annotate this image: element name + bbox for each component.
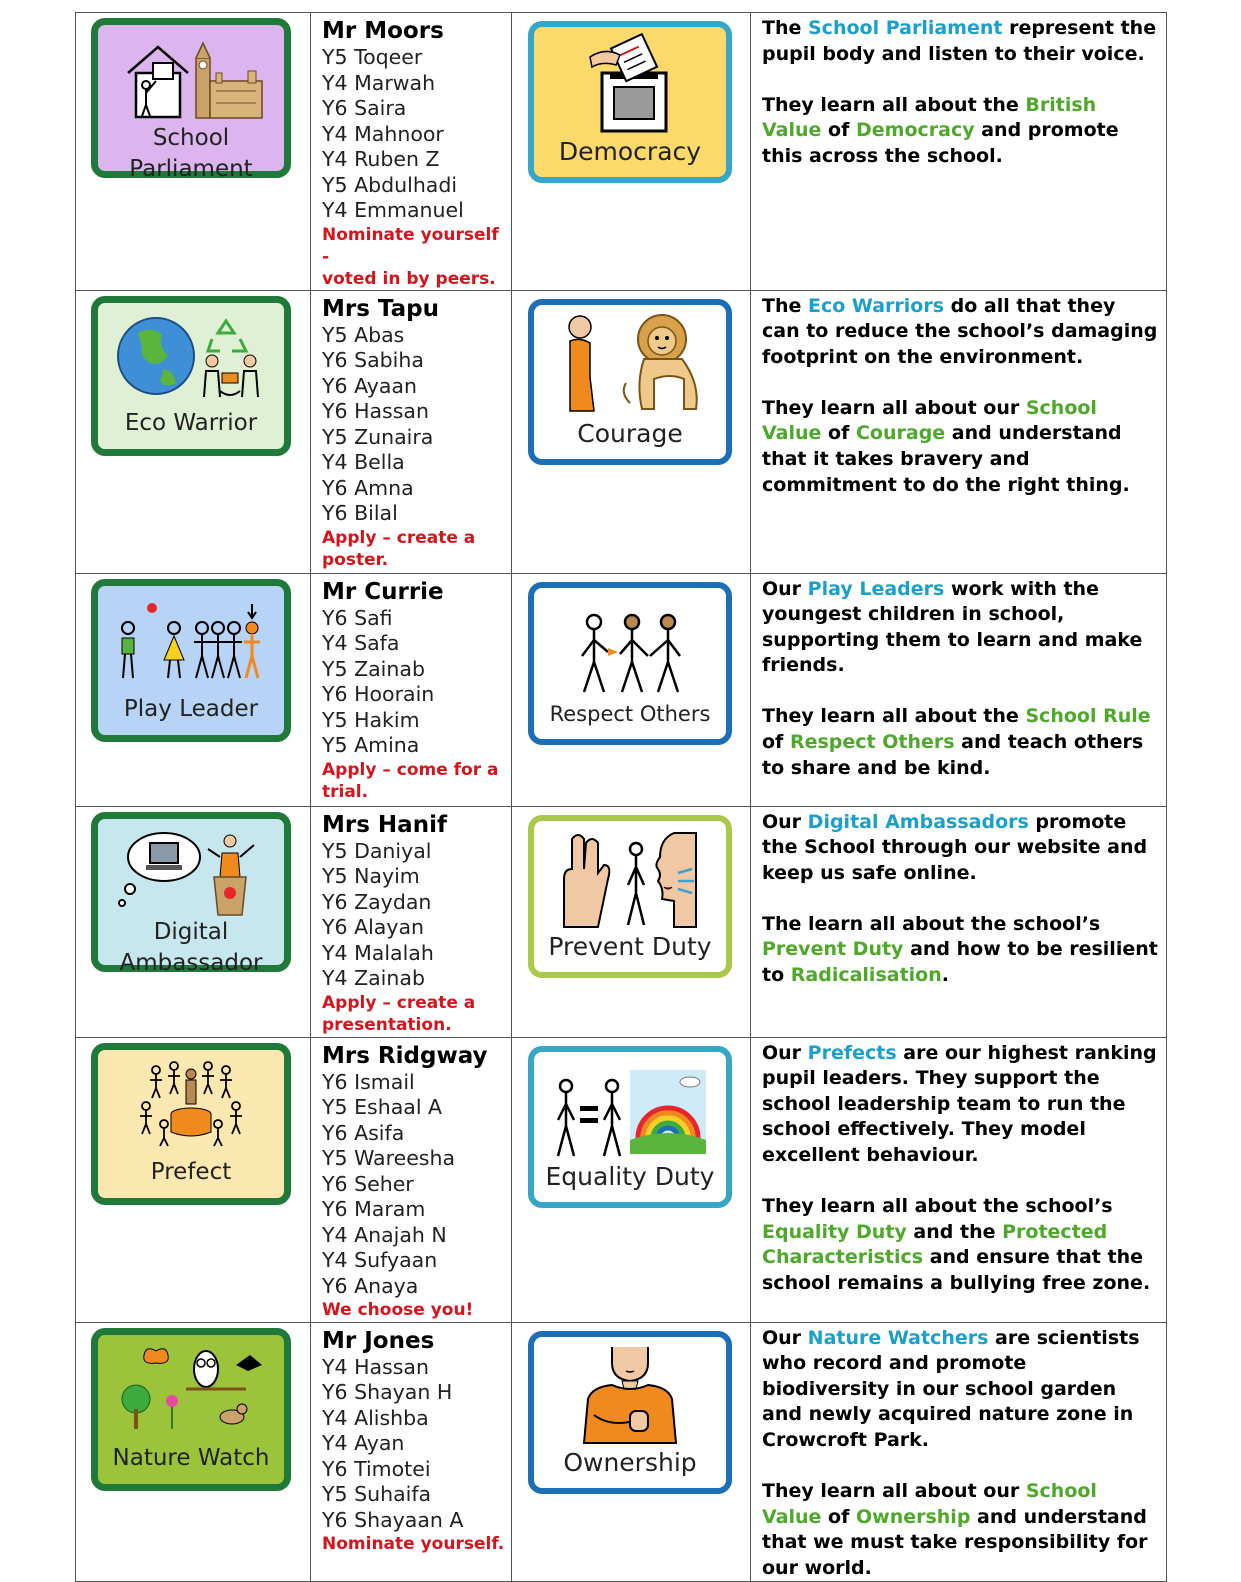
pupil-name: Y6 Timotei <box>322 1456 431 1481</box>
equals-rainbow-icon <box>550 1060 710 1160</box>
pupil-name: Y6 Bilal <box>322 501 398 525</box>
pupil-name: Y4 Ruben Z <box>322 147 440 171</box>
role-card-label: Parliament <box>129 156 253 182</box>
pupil-name: Y4 Hassan <box>322 1354 429 1379</box>
value-card-label: Ownership <box>563 1447 697 1477</box>
role-card-cell <box>76 573 311 806</box>
role-card-cell <box>76 1037 311 1322</box>
role-card <box>91 1043 291 1205</box>
selection-method: presentation. <box>322 1014 452 1035</box>
role-card <box>91 18 291 182</box>
pupil-name: Y5 Abdulhadi <box>322 172 458 197</box>
role-card-label: Nature Watch <box>112 1444 270 1471</box>
pupil-name: Y4 Safa <box>322 631 400 655</box>
table-row <box>76 13 1167 291</box>
selection-method: We choose you! <box>322 1300 474 1320</box>
description-cell <box>751 13 1167 291</box>
value-card-cell <box>512 806 751 1037</box>
teacher-name: Mr Moors <box>322 18 444 44</box>
value-card <box>528 815 732 978</box>
pupil-name: Y4 Emmanuel <box>322 198 464 222</box>
table-row <box>76 806 1167 1037</box>
value-card <box>528 1331 732 1494</box>
pupil-name: Y6 Alayan <box>322 915 425 939</box>
pupil-name: Y4 Anajah N <box>322 1222 447 1247</box>
pupil-name: Y4 Sufyaan <box>322 1248 438 1272</box>
pupil-name: Y4 Malalah <box>322 940 434 965</box>
selection-method: Nominate yourself. <box>322 1534 505 1554</box>
hand-on-chest-icon <box>550 1345 710 1445</box>
pupil-name: Y5 Zainab <box>322 656 425 681</box>
role-description: Our Nature Watchers are scientists who record and promote biodiversity in our school garden and newly acquired nature zone in Crowcroft Park. They learn all about our School Value of Ownership and understand that we must take responsibility for our world. <box>762 1326 1148 1579</box>
description-cell <box>751 290 1167 573</box>
children-line-icon <box>116 594 266 684</box>
pupil-name: Y5 Eshaal A <box>322 1095 443 1119</box>
pupil-name: Y6 Ayaan <box>322 373 417 398</box>
description-cell <box>751 1322 1167 1582</box>
pupil-name: Y6 Hoorain <box>322 682 435 706</box>
pupil-list-cell <box>311 1037 512 1322</box>
pupil-name: Y6 Asifa <box>322 1120 405 1145</box>
role-description: Our Digital Ambassadors promote the School through our website and keep us safe online. The learn all about the school’s Prevent Duty and how to be resilient to Radicalisation. <box>762 810 1158 987</box>
role-card-label: Ambassador <box>119 949 263 976</box>
pupil-name: Y6 Shayan H <box>322 1380 453 1404</box>
value-card-label: Prevent Duty <box>548 931 712 961</box>
table-row <box>76 290 1167 573</box>
value-card-cell <box>512 290 751 573</box>
role-card-label: Eco Warrior <box>124 409 258 436</box>
value-card-label: Courage <box>577 418 683 448</box>
pupil-name: Y5 Nayim <box>322 864 420 888</box>
role-card-cell <box>76 290 311 573</box>
role-card <box>91 1328 291 1491</box>
pupil-list-cell <box>311 1322 512 1582</box>
pupil-roles-table <box>75 12 1167 1582</box>
role-card-cell <box>76 806 311 1037</box>
selection-method: trial. <box>322 781 369 802</box>
selection-method: poster. <box>322 549 389 570</box>
table-row <box>76 573 1167 806</box>
pupil-name: Y6 Safi <box>322 605 393 630</box>
role-card-cell <box>76 13 311 291</box>
description-cell <box>751 806 1167 1037</box>
pupil-name: Y6 Sabiha <box>322 348 424 372</box>
owl-butterfly-icon <box>116 1343 266 1433</box>
pupil-list-cell <box>311 290 512 573</box>
teacher-name: Mrs Tapu <box>322 295 440 322</box>
pupil-name: Y4 Marwah <box>322 70 436 95</box>
description-cell <box>751 1037 1167 1322</box>
teacher-name: Mr Jones <box>322 1327 435 1354</box>
description-cell <box>751 573 1167 806</box>
pupil-list-cell <box>311 806 512 1037</box>
podium-people-icon <box>116 1058 266 1148</box>
pupil-name: Y5 Daniyal <box>322 838 432 863</box>
pupil-name: Y6 Hassan <box>322 399 429 423</box>
value-card-label: Respect Others <box>549 701 711 726</box>
people-holding-hands-icon <box>550 596 710 696</box>
pupil-name: Y5 Suhaifa <box>322 1482 432 1506</box>
role-description: The Eco Warriors do all that they can to reduce the school’s damaging footprint on the environment. They learn all about our School Value of Courage and understand that it takes bravery and commitment to do the right thing. <box>762 294 1158 496</box>
pupil-name: Y5 Zunaira <box>322 424 434 449</box>
role-card-label: Digital <box>153 918 229 945</box>
ballot-box-icon <box>550 35 710 135</box>
role-card-label: School <box>152 125 230 151</box>
selection-method: Nominate yourself - <box>322 224 499 267</box>
value-card <box>528 299 732 465</box>
value-card <box>528 21 732 183</box>
teacher-name: Mr Currie <box>322 578 444 605</box>
pupil-name: Y4 Zainab <box>322 966 425 990</box>
selection-method: Apply – create a <box>322 527 476 548</box>
pupil-name: Y6 Zaydan <box>322 889 432 914</box>
role-card <box>91 579 291 742</box>
pupil-name: Y5 Amina <box>322 733 420 757</box>
role-description: Our Play Leaders work with the youngest children in school, supporting them to learn and make friends. They learn all about the School Rule of Respect Others and teach others to share and be kind. <box>762 577 1151 779</box>
value-card-cell <box>512 13 751 291</box>
pupil-name: Y5 Toqeer <box>322 45 423 69</box>
pupil-name: Y6 Saira <box>322 96 407 120</box>
role-description: The School Parliament represent the pupil body and listen to their voice. They learn all about the British Value of Democracy and promote this across the school. <box>762 17 1157 167</box>
pupil-name: Y6 Shayaan A <box>322 1507 464 1532</box>
pupil-name: Y5 Hakim <box>322 707 420 732</box>
value-card-label: Democracy <box>558 137 702 166</box>
selection-method: voted in by peers. <box>322 268 496 289</box>
pupil-name: Y6 Amna <box>322 475 414 500</box>
lion-icon <box>550 313 710 413</box>
pupil-list-cell <box>311 573 512 806</box>
value-card <box>528 1046 732 1208</box>
computer-speaker-icon <box>116 827 266 917</box>
pupil-name: Y4 Ayan <box>322 1431 405 1455</box>
value-card-cell <box>512 1322 751 1582</box>
value-card-cell <box>512 1037 751 1322</box>
table-row <box>76 1322 1167 1582</box>
value-card <box>528 582 732 745</box>
role-description: Our Prefects are our highest ranking pupil leaders. They support the school leadership team to run the school effectively. They model excellent behaviour. They learn all about the school’s Equality Duty and the Protected Characteristics and ensure that the school remains a bullying free zone. <box>762 1041 1157 1294</box>
pupil-name: Y6 Seher <box>322 1171 414 1196</box>
pupil-name: Y6 Maram <box>322 1197 426 1221</box>
pupil-name: Y4 Alishba <box>322 1405 429 1430</box>
role-card-label: Prefect <box>150 1158 232 1185</box>
role-card <box>91 812 291 976</box>
teacher-name: Mrs Ridgway <box>322 1042 488 1069</box>
table-row <box>76 1037 1167 1322</box>
pupil-name: Y5 Wareesha <box>322 1146 456 1170</box>
house-parliament-icon <box>116 33 266 123</box>
selection-method: Apply – come for a <box>322 759 499 780</box>
selection-method: Apply – create a <box>322 992 476 1013</box>
stop-hand-icon <box>550 829 710 929</box>
globe-recycle-icon <box>116 311 266 401</box>
pupil-name: Y4 Mahnoor <box>322 121 444 146</box>
role-card <box>91 296 291 456</box>
value-card-label: Equality Duty <box>545 1161 715 1191</box>
pupil-name: Y6 Anaya <box>322 1273 419 1298</box>
value-card-cell <box>512 573 751 806</box>
pupil-name: Y5 Abas <box>322 322 405 347</box>
role-card-label: Play Leader <box>123 695 259 722</box>
role-card-cell <box>76 1322 311 1582</box>
teacher-name: Mrs Hanif <box>322 811 447 838</box>
pupil-name: Y6 Ismail <box>322 1069 415 1094</box>
pupil-name: Y4 Bella <box>322 450 405 474</box>
pupil-list-cell <box>311 13 512 291</box>
